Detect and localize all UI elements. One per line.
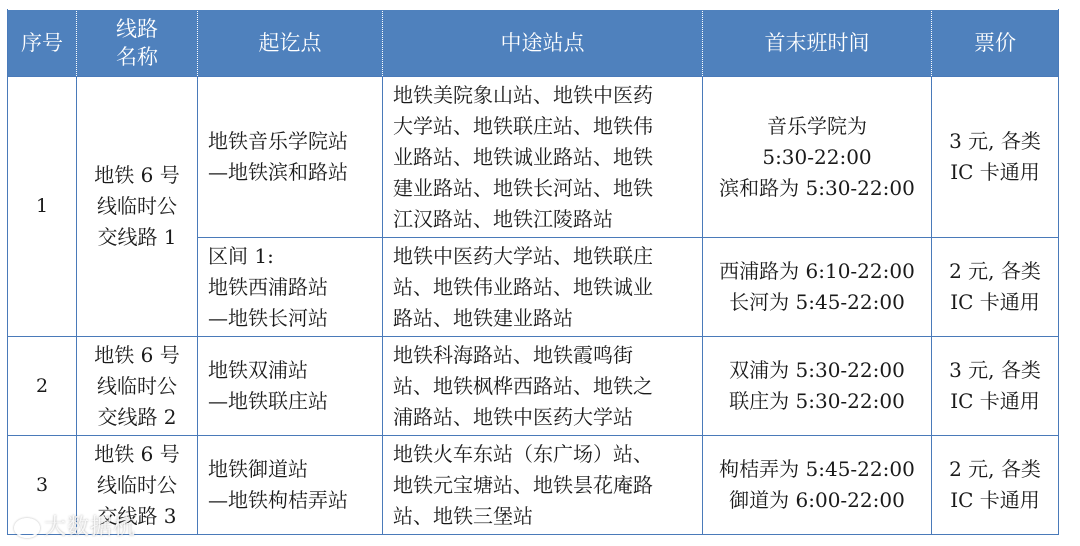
fare-line: 3 元, 各类 bbox=[949, 358, 1041, 382]
endpoint-line: —地铁滨和路站 bbox=[208, 160, 348, 184]
route-line: 线临时公 bbox=[97, 373, 177, 398]
route-line: 交线路 3 bbox=[97, 503, 177, 528]
header-route-name bbox=[77, 10, 198, 77]
stops-line: 地铁科海路站、地铁霞鸣街 bbox=[393, 342, 633, 367]
cell-times bbox=[703, 77, 932, 238]
cell-stops bbox=[383, 436, 703, 535]
times-line: 御道为 6:00-22:00 bbox=[729, 488, 905, 512]
fare-line: 2 元, 各类 bbox=[949, 259, 1041, 283]
stops-line: 业路站、地铁诚业路站、地铁 bbox=[393, 144, 653, 169]
cell-route bbox=[77, 337, 198, 436]
stops-line: 江汉路站、地铁江陵路站 bbox=[393, 206, 613, 231]
stops-line: 路站、地铁建业路站 bbox=[393, 305, 573, 330]
table-row bbox=[8, 436, 1059, 535]
times-line: 5:30-22:00 bbox=[762, 144, 872, 169]
endpoint-line: 地铁西浦路站 bbox=[208, 274, 328, 299]
route-line: 线临时公 bbox=[97, 194, 177, 218]
endpoint-line: 地铁双浦站 bbox=[208, 358, 308, 382]
header-row bbox=[8, 10, 1059, 77]
watermark-text: 大数据杭 bbox=[44, 515, 137, 540]
cell-stops bbox=[383, 77, 703, 238]
stops-line: 浦路站、地铁中医药大学站 bbox=[393, 404, 633, 429]
cell-endpoints bbox=[198, 337, 383, 436]
times-line: 双浦为 5:30-22:00 bbox=[729, 358, 905, 382]
cell-endpoints bbox=[198, 77, 383, 238]
watermark bbox=[14, 510, 136, 541]
cell-times bbox=[703, 238, 932, 337]
cell-seq: 1 bbox=[8, 77, 77, 337]
header-times: 首末班时间 bbox=[703, 10, 932, 77]
endpoint-line: —地铁联庄站 bbox=[208, 389, 328, 413]
header-stops: 中途站点 bbox=[383, 10, 703, 77]
times-line: 西浦路为 6:10-22:00 bbox=[719, 259, 915, 283]
route-line: 交线路 1 bbox=[97, 225, 177, 249]
stops-line: 地铁火车东站（东广场）站、 bbox=[393, 441, 653, 466]
route-line: 地铁 6 号 bbox=[94, 441, 180, 466]
stops-line: 地铁美院象山站、地铁中医药 bbox=[393, 82, 653, 107]
times-line: 音乐学院为 bbox=[767, 113, 867, 138]
header-seq: 序号 bbox=[8, 10, 77, 77]
header-endpoints: 起讫点 bbox=[198, 10, 383, 77]
cell-fare bbox=[932, 77, 1059, 238]
stops-line: 站、地铁伟业路站、地铁诚业 bbox=[393, 274, 653, 299]
endpoint-line: —地铁枸桔弄站 bbox=[208, 488, 348, 512]
stops-line: 地铁元宝塘站、地铁昙花庵路 bbox=[393, 472, 653, 497]
cell-fare bbox=[932, 337, 1059, 436]
bus-route-table bbox=[7, 9, 1059, 535]
times-line: 枸桔弄为 5:45-22:00 bbox=[719, 457, 915, 481]
weibo-logo-icon bbox=[14, 518, 40, 538]
cell-fare bbox=[932, 436, 1059, 535]
stops-line: 建业路站、地铁长河站、地铁 bbox=[393, 175, 653, 200]
cell-times bbox=[703, 337, 932, 436]
fare-line: IC 卡通用 bbox=[950, 389, 1040, 413]
times-line: 滨和路为 5:30-22:00 bbox=[719, 175, 915, 200]
stops-line: 大学站、地铁联庄站、地铁伟 bbox=[393, 113, 653, 138]
stops-line: 站、地铁枫桦西路站、地铁之 bbox=[393, 373, 653, 398]
table-row bbox=[8, 77, 1059, 238]
endpoint-line: 区间 1: bbox=[208, 243, 274, 268]
route-line: 线临时公 bbox=[97, 472, 177, 497]
cell-seq: 2 bbox=[8, 337, 77, 436]
endpoint-line: 地铁音乐学院站 bbox=[208, 129, 348, 153]
stops-line: 地铁中医药大学站、地铁联庄 bbox=[393, 243, 653, 268]
route-line: 交线路 2 bbox=[97, 404, 177, 429]
cell-times bbox=[703, 436, 932, 535]
table-row bbox=[8, 337, 1059, 436]
cell-seq: 3 bbox=[8, 436, 77, 535]
header-fare: 票价 bbox=[932, 10, 1059, 77]
endpoint-line: —地铁长河站 bbox=[208, 305, 328, 330]
cell-route bbox=[77, 77, 198, 337]
header-route-name-line1: 线路 bbox=[116, 17, 158, 41]
cell-stops bbox=[383, 337, 703, 436]
fare-line: IC 卡通用 bbox=[950, 160, 1040, 184]
cell-endpoints bbox=[198, 436, 383, 535]
route-line: 地铁 6 号 bbox=[94, 342, 180, 367]
times-line: 联庄为 5:30-22:00 bbox=[729, 389, 905, 413]
stops-line: 站、地铁三堡站 bbox=[393, 503, 533, 528]
times-line: 长河为 5:45-22:00 bbox=[729, 290, 905, 314]
endpoint-line: 地铁御道站 bbox=[208, 457, 308, 481]
fare-line: IC 卡通用 bbox=[950, 290, 1040, 314]
fare-line: 2 元, 各类 bbox=[949, 457, 1041, 481]
fare-line: 3 元, 各类 bbox=[949, 129, 1041, 153]
cell-endpoints bbox=[198, 238, 383, 337]
cell-fare bbox=[932, 238, 1059, 337]
header-route-name-line2: 名称 bbox=[116, 45, 158, 69]
cell-stops bbox=[383, 238, 703, 337]
route-line: 地铁 6 号 bbox=[94, 163, 180, 187]
fare-line: IC 卡通用 bbox=[950, 488, 1040, 512]
